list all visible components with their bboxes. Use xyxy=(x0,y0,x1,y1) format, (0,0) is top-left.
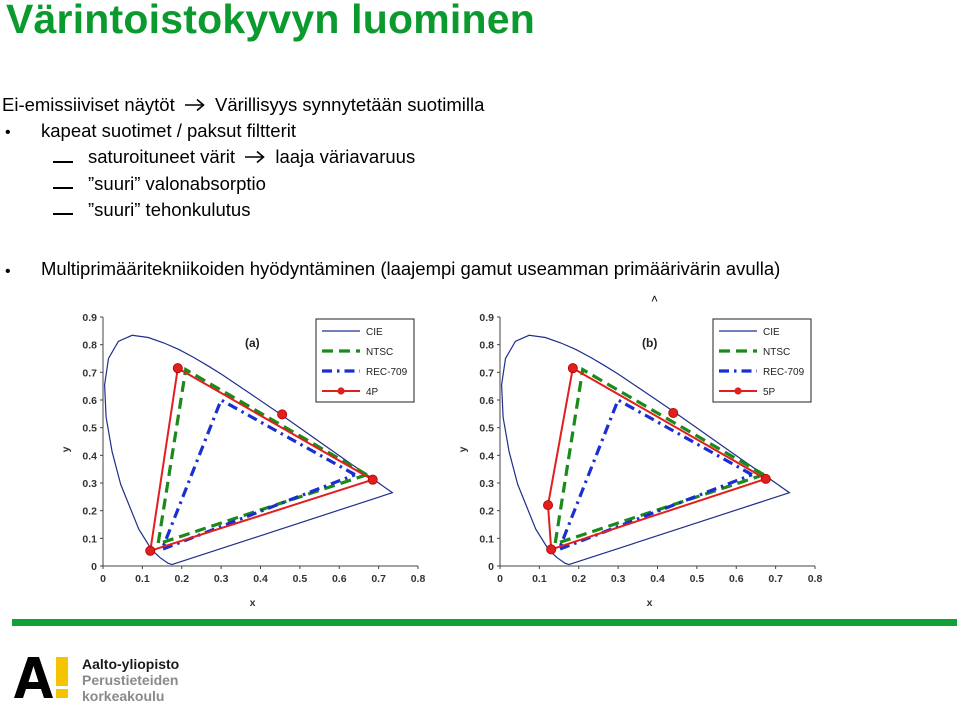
org-line-2: Perustieteiden xyxy=(82,672,179,688)
legend-label: NTSC xyxy=(366,347,394,358)
series-5p-point xyxy=(547,545,556,554)
y-tick-label: 0.8 xyxy=(479,339,494,352)
aalto-logo xyxy=(12,655,74,704)
y-tick-label: 0.6 xyxy=(479,395,494,407)
sub-bullet-2: ”suuri” valonabsorptio xyxy=(88,173,266,194)
heading-left: Ei-emissiiviset näytöt xyxy=(2,94,175,115)
slide-title: Värintoistokyvyn luominen xyxy=(6,0,535,42)
sub-bullet-1-right: laaja väriavaruus xyxy=(275,146,416,167)
x-tick-label: 0.3 xyxy=(610,573,626,585)
y-tick-label: 0 xyxy=(488,561,494,573)
stray-mark: ˄ xyxy=(651,292,659,306)
y-tick-label: 0.9 xyxy=(82,312,97,324)
org-line-3: korkeakoulu xyxy=(82,688,165,704)
y-tick-label: 0.4 xyxy=(479,450,494,463)
x-tick-label: 0.5 xyxy=(689,573,705,585)
panel-label: (b) xyxy=(642,336,658,350)
series-4p-point xyxy=(173,364,182,373)
x-tick-label: 0.6 xyxy=(331,573,347,585)
series-5p-point xyxy=(543,501,552,510)
sub-bullet-3: ”suuri” tehonkulutus xyxy=(88,199,251,220)
y-tick-label: 0.2 xyxy=(82,505,97,518)
y-tick-label: 0 xyxy=(91,561,97,573)
heading-line xyxy=(2,94,484,117)
series-rec-709-line xyxy=(162,400,355,549)
legend-label: 5P xyxy=(763,387,776,398)
x-tick-label: 0.8 xyxy=(807,573,823,585)
x-tick-label: 0.4 xyxy=(253,573,268,585)
y-tick-label: 0.1 xyxy=(82,533,97,546)
x-tick-label: 0.1 xyxy=(532,573,547,585)
legend-marker xyxy=(734,387,741,394)
x-tick-label: 0.7 xyxy=(768,573,783,585)
legend-label: 4P xyxy=(366,387,379,398)
series-4p-point xyxy=(278,410,287,419)
y-tick-label: 0.7 xyxy=(82,367,97,380)
x-tick-label: 0.2 xyxy=(571,573,587,585)
footer-green-bar xyxy=(12,619,957,626)
x-tick-label: 0.2 xyxy=(174,573,190,585)
x-tick-label: 0.1 xyxy=(135,573,150,585)
arrow-right-icon xyxy=(244,147,266,169)
y-tick-label: 0.5 xyxy=(82,422,97,435)
x-tick-label: 0 xyxy=(497,573,503,585)
y-tick-label: 0.5 xyxy=(479,422,494,435)
legend-marker xyxy=(337,387,344,394)
dash-icon xyxy=(53,187,73,189)
x-tick-label: 0.4 xyxy=(650,573,665,585)
series-5p-point xyxy=(669,408,678,417)
y-tick-label: 0.1 xyxy=(479,533,494,546)
org-line-1: Aalto-yliopisto xyxy=(82,656,180,672)
arrow-right-icon xyxy=(184,95,206,117)
x-tick-label: 0.6 xyxy=(728,573,744,585)
x-tick-label: 0.7 xyxy=(371,573,386,585)
legend-label: CIE xyxy=(366,327,383,338)
legend-label: NTSC xyxy=(763,347,791,358)
legend-label: REC-709 xyxy=(366,367,408,378)
bullet-2: Multiprimääritekniikoiden hyödyntäminen (laajempi gamut useamman primäärivärin avulla) xyxy=(41,258,781,279)
series-4p-point xyxy=(368,475,377,484)
y-tick-label: 0.7 xyxy=(479,367,494,380)
series-5p-point xyxy=(761,474,770,483)
chart-a xyxy=(55,295,426,615)
dash-icon xyxy=(53,213,73,215)
x-axis-label: x xyxy=(249,597,256,609)
x-tick-label: 0.3 xyxy=(213,573,229,585)
y-axis-label: y xyxy=(60,446,72,453)
x-tick-label: 0 xyxy=(100,573,106,585)
bullet-dot-icon: • xyxy=(5,263,11,280)
heading-right: Värillisyys synnytetään suotimilla xyxy=(215,94,485,115)
y-tick-label: 0.3 xyxy=(82,478,97,490)
y-tick-label: 0.3 xyxy=(479,478,494,490)
y-axis-label: y xyxy=(457,446,469,453)
y-tick-label: 0.2 xyxy=(479,505,494,518)
x-tick-label: 0.8 xyxy=(410,573,426,585)
x-tick-label: 0.5 xyxy=(292,573,308,585)
x-axis-label: x xyxy=(646,597,653,609)
y-tick-label: 0.6 xyxy=(82,395,97,407)
aalto-logo-mark xyxy=(12,655,74,699)
series-rec-709-line xyxy=(559,400,752,549)
legend-label: CIE xyxy=(763,327,780,338)
y-tick-label: 0.9 xyxy=(479,312,494,324)
y-tick-label: 0.8 xyxy=(82,339,97,352)
series-5p-point xyxy=(568,364,577,373)
bullet-dot-icon: • xyxy=(5,124,11,141)
chart-b xyxy=(452,295,823,615)
series-4p-point xyxy=(146,546,155,555)
bullet-1: kapeat suotimet / paksut filtterit xyxy=(41,120,297,141)
panel-label: (a) xyxy=(245,336,260,350)
sub-bullet-1 xyxy=(88,146,415,169)
legend-label: REC-709 xyxy=(763,367,805,378)
y-tick-label: 0.4 xyxy=(82,450,97,463)
sub-bullet-1-left: saturoituneet värit xyxy=(88,146,236,167)
dash-icon xyxy=(53,161,73,163)
